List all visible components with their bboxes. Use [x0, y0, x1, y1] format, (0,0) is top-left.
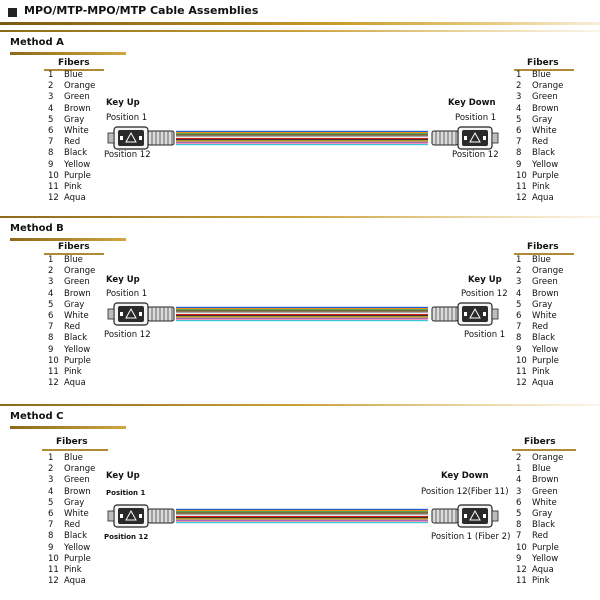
left-fibers-title: Fibers: [56, 437, 88, 447]
left-fibers-title: Fibers: [58, 242, 90, 252]
key-mark: [139, 514, 142, 518]
fiber-number: 9: [516, 159, 522, 170]
fiber-color: Purple: [64, 553, 91, 564]
connector-ferrule: [492, 511, 498, 521]
fiber-color: Brown: [64, 486, 91, 497]
fiber-number: 2: [516, 266, 522, 277]
fiber-number: 3: [516, 486, 522, 497]
fiber-color: Green: [64, 92, 90, 103]
fiber-number: 2: [516, 453, 522, 463]
fiber-strand: [176, 518, 428, 519]
fiber-color: Blue: [64, 453, 83, 463]
fiber-strand: [176, 312, 428, 313]
fiber-number: 5: [516, 299, 522, 310]
fiber-color: Aqua: [532, 378, 554, 389]
fiber-number: 1: [516, 70, 522, 80]
left-key-label: Key Up: [106, 275, 140, 285]
right-connector: [432, 127, 498, 149]
fiber-strand: [176, 137, 428, 138]
fiber-strand: [176, 515, 428, 516]
section-method-a: [0, 30, 600, 212]
connector-ferrule: [108, 133, 114, 143]
fiber-color: Blue: [532, 70, 551, 80]
fiber-color: Brown: [64, 288, 91, 299]
left-connector: [108, 127, 174, 149]
fiber-color: Blue: [64, 255, 83, 265]
fiber-number: 8: [48, 148, 54, 159]
fiber-color: Black: [532, 520, 555, 531]
cable-diagram: [0, 30, 600, 212]
fiber-number: 12: [516, 564, 527, 575]
cable-diagram: [0, 216, 600, 402]
fiber-number: 11: [48, 366, 59, 377]
fiber-number: 8: [48, 531, 54, 542]
fiber-strand: [176, 516, 428, 517]
left-key-label: Key Up: [106, 471, 140, 481]
left-position-top: Position 1: [106, 289, 148, 299]
fiber-number: 6: [516, 125, 522, 136]
fiber-number: 10: [516, 355, 527, 366]
left-connector: [108, 303, 174, 325]
title-bullet-icon: [8, 8, 17, 17]
fiber-color: Black: [64, 333, 87, 344]
fiber-number: 12: [48, 576, 59, 587]
fiber-number: 9: [48, 344, 54, 355]
fiber-color: Yellow: [64, 159, 91, 170]
fiber-number: 10: [48, 553, 59, 564]
fiber-number: 6: [48, 125, 54, 136]
fiber-color: Gray: [64, 299, 85, 310]
fiber-number: 4: [48, 288, 54, 299]
fiber-strand: [176, 511, 428, 512]
fiber-strand: [176, 144, 428, 145]
fiber-number: 11: [516, 181, 527, 192]
title-rule: [0, 22, 600, 25]
fiber-color: Green: [64, 475, 90, 486]
right-position-top: Position 12(Fiber 11): [421, 487, 509, 497]
left-position-bottom: Position 12: [104, 150, 151, 160]
fiber-number: 7: [48, 137, 54, 148]
fiber-color: Brown: [64, 103, 91, 114]
fiber-color: Black: [64, 148, 87, 159]
fiber-color: Blue: [64, 70, 83, 80]
fiber-number: 9: [48, 159, 54, 170]
fiber-number: 9: [516, 344, 522, 355]
fiber-strand: [176, 320, 428, 321]
fiber-number: 5: [516, 508, 522, 519]
fiber-color: Red: [532, 531, 549, 542]
fiber-color: Aqua: [532, 193, 554, 204]
fiber-number: 3: [48, 277, 54, 288]
fiber-color: Orange: [532, 453, 564, 463]
fiber-strand: [176, 318, 428, 319]
fiber-strand: [176, 315, 428, 316]
fiber-strand: [176, 138, 428, 139]
fiber-number: 3: [48, 475, 54, 486]
fiber-strand: [176, 316, 428, 317]
fiber-number: 2: [48, 81, 54, 92]
fiber-strand: [176, 313, 428, 314]
key-mark: [483, 312, 486, 316]
fiber-number: 1: [48, 70, 54, 80]
fiber-strand: [176, 319, 428, 320]
fiber-strand: [176, 509, 428, 510]
fiber-color: Brown: [532, 475, 559, 486]
fiber-color: Red: [532, 322, 549, 333]
page-title: MPO/MTP-MPO/MTP Cable Assemblies: [24, 4, 259, 17]
fiber-color: Brown: [532, 288, 559, 299]
fiber-number: 1: [516, 255, 522, 265]
fiber-number: 6: [48, 508, 54, 519]
key-mark: [464, 514, 467, 518]
fiber-color: Brown: [532, 103, 559, 114]
fiber-number: 6: [516, 310, 522, 321]
fiber-color: Aqua: [532, 564, 554, 575]
fiber-color: Green: [64, 277, 90, 288]
left-position-bottom: Position 12: [104, 330, 151, 340]
fiber-number: 7: [516, 137, 522, 148]
fiber-color: Red: [532, 137, 549, 148]
fiber-color: White: [532, 125, 557, 136]
cable-diagram: [0, 404, 600, 600]
connector-ferrule: [108, 309, 114, 319]
fiber-number: 4: [516, 288, 522, 299]
fiber-color: Orange: [532, 266, 564, 277]
fiber-color: Yellow: [532, 159, 559, 170]
fiber-number: 5: [516, 114, 522, 125]
fiber-number: 8: [48, 333, 54, 344]
fiber-color: Pink: [64, 181, 82, 192]
fiber-number: 12: [516, 193, 527, 204]
fiber-color: Gray: [64, 114, 85, 125]
fiber-strand: [176, 143, 428, 144]
left-connector: [108, 505, 174, 527]
right-key-label: Key Down: [441, 471, 489, 481]
fiber-number: 3: [516, 277, 522, 288]
right-connector: [432, 505, 498, 527]
fiber-strand: [176, 132, 428, 133]
fiber-color: Aqua: [64, 193, 86, 204]
fiber-color: Pink: [64, 564, 82, 575]
fiber-color: Pink: [532, 366, 550, 377]
fiber-number: 5: [48, 114, 54, 125]
section-label: Method C: [10, 411, 64, 422]
fiber-number: 12: [516, 378, 527, 389]
fiber-color: Purple: [532, 355, 559, 366]
fiber-number: 10: [516, 542, 527, 553]
fiber-strand: [176, 521, 428, 522]
left-position-bottom: Position 12: [104, 533, 149, 541]
fiber-ribbon: [176, 131, 428, 145]
fiber-color: Gray: [64, 497, 85, 508]
fiber-number: 8: [516, 148, 522, 159]
fiber-ribbon: [176, 307, 428, 321]
fiber-number: 10: [48, 170, 59, 181]
fiber-color: Orange: [64, 81, 96, 92]
right-fibers-title: Fibers: [524, 437, 556, 447]
fiber-number: 3: [516, 92, 522, 103]
right-position-bottom: Position 12: [452, 150, 499, 160]
fiber-color: Yellow: [532, 553, 559, 564]
fiber-number: 4: [48, 486, 54, 497]
right-fibers-title: Fibers: [527, 58, 559, 68]
fiber-strand: [176, 510, 428, 511]
fiber-strand: [176, 142, 428, 143]
fiber-color: White: [64, 310, 89, 321]
fiber-color: Orange: [532, 81, 564, 92]
fiber-strand: [176, 522, 428, 523]
fiber-number: 11: [516, 576, 527, 587]
fiber-color: Red: [64, 322, 81, 333]
right-position-bottom: Position 1: [464, 330, 506, 340]
fiber-color: Blue: [532, 464, 551, 475]
right-fibers-title: Fibers: [527, 242, 559, 252]
connector-ferrule: [492, 309, 498, 319]
fiber-strand: [176, 514, 428, 515]
fiber-ribbon: [176, 509, 428, 523]
fiber-number: 8: [516, 333, 522, 344]
left-position-top: Position 1: [106, 113, 148, 123]
fiber-number: 8: [516, 520, 522, 531]
fiber-color: Yellow: [532, 344, 559, 355]
fiber-color: Purple: [532, 170, 559, 181]
key-mark: [120, 312, 123, 316]
fiber-color: White: [64, 125, 89, 136]
left-fibers-title: Fibers: [58, 58, 90, 68]
fiber-color: Orange: [64, 266, 96, 277]
fiber-color: Aqua: [64, 576, 86, 587]
fiber-color: Gray: [532, 508, 553, 519]
fiber-strand: [176, 308, 428, 309]
right-connector: [432, 303, 498, 325]
key-mark: [464, 136, 467, 140]
fiber-strand: [176, 310, 428, 311]
fiber-color: Pink: [532, 181, 550, 192]
fiber-strand: [176, 131, 428, 132]
fiber-number: 7: [48, 322, 54, 333]
fiber-number: 7: [48, 520, 54, 531]
fiber-strand: [176, 517, 428, 518]
fiber-color: Green: [532, 486, 558, 497]
right-key-label: Key Down: [448, 98, 496, 108]
fiber-number: 1: [48, 255, 54, 265]
key-mark: [464, 312, 467, 316]
fiber-number: 5: [48, 497, 54, 508]
fiber-number: 7: [516, 531, 522, 542]
fiber-color: Purple: [64, 170, 91, 181]
fiber-color: Aqua: [64, 378, 86, 389]
fiber-color: Blue: [532, 255, 551, 265]
fiber-number: 9: [516, 553, 522, 564]
fiber-number: 9: [48, 542, 54, 553]
key-mark: [483, 136, 486, 140]
fiber-color: Purple: [532, 542, 559, 553]
fiber-color: Yellow: [64, 344, 91, 355]
right-position-bottom: Position 1 (Fiber 2): [431, 532, 511, 542]
fiber-strand: [176, 134, 428, 135]
fiber-number: 2: [516, 81, 522, 92]
section-label: Method A: [10, 37, 64, 48]
right-position-top: Position 1: [455, 113, 497, 123]
fiber-number: 4: [516, 475, 522, 486]
fiber-color: Black: [532, 148, 555, 159]
fiber-color: White: [532, 497, 557, 508]
fiber-strand: [176, 520, 428, 521]
left-key-label: Key Up: [106, 98, 140, 108]
fiber-color: Gray: [532, 114, 553, 125]
fiber-strand: [176, 309, 428, 310]
fiber-color: Gray: [532, 299, 553, 310]
fiber-strand: [176, 133, 428, 134]
left-position-top: Position 1: [106, 489, 146, 497]
fiber-number: 2: [48, 464, 54, 475]
fiber-color: Orange: [64, 464, 96, 475]
fiber-strand: [176, 140, 428, 141]
connector-ferrule: [108, 511, 114, 521]
fiber-color: White: [532, 310, 557, 321]
fiber-number: 1: [516, 464, 522, 475]
fiber-color: White: [64, 508, 89, 519]
fiber-color: Green: [532, 277, 558, 288]
fiber-color: Red: [64, 137, 81, 148]
fiber-strand: [176, 307, 428, 308]
key-mark: [483, 514, 486, 518]
fiber-color: Black: [532, 333, 555, 344]
fiber-number: 4: [48, 103, 54, 114]
fiber-number: 7: [516, 322, 522, 333]
fiber-number: 12: [48, 193, 59, 204]
fiber-color: Pink: [532, 576, 550, 587]
fiber-number: 10: [516, 170, 527, 181]
fiber-strand: [176, 136, 428, 137]
right-key-label: Key Up: [468, 275, 502, 285]
key-mark: [139, 136, 142, 140]
fiber-number: 6: [516, 497, 522, 508]
fiber-number: 3: [48, 92, 54, 103]
fiber-color: Yellow: [64, 542, 91, 553]
key-mark: [120, 514, 123, 518]
fiber-color: Green: [532, 92, 558, 103]
section-method-c: [0, 404, 600, 600]
key-mark: [120, 136, 123, 140]
fiber-number: 5: [48, 299, 54, 310]
right-position-top: Position 12: [461, 289, 508, 299]
fiber-number: 12: [48, 378, 59, 389]
fiber-color: Red: [64, 520, 81, 531]
fiber-color: Pink: [64, 366, 82, 377]
fiber-strand: [176, 512, 428, 513]
fiber-number: 1: [48, 453, 54, 463]
fiber-strand: [176, 314, 428, 315]
key-mark: [139, 312, 142, 316]
section-method-b: [0, 216, 600, 402]
fiber-number: 11: [516, 366, 527, 377]
fiber-number: 2: [48, 266, 54, 277]
section-label: Method B: [10, 223, 64, 234]
fiber-number: 10: [48, 355, 59, 366]
fiber-number: 11: [48, 564, 59, 575]
fiber-color: Purple: [64, 355, 91, 366]
fiber-strand: [176, 139, 428, 140]
connector-ferrule: [492, 133, 498, 143]
fiber-number: 4: [516, 103, 522, 114]
fiber-number: 11: [48, 181, 59, 192]
fiber-color: Black: [64, 531, 87, 542]
fiber-number: 6: [48, 310, 54, 321]
